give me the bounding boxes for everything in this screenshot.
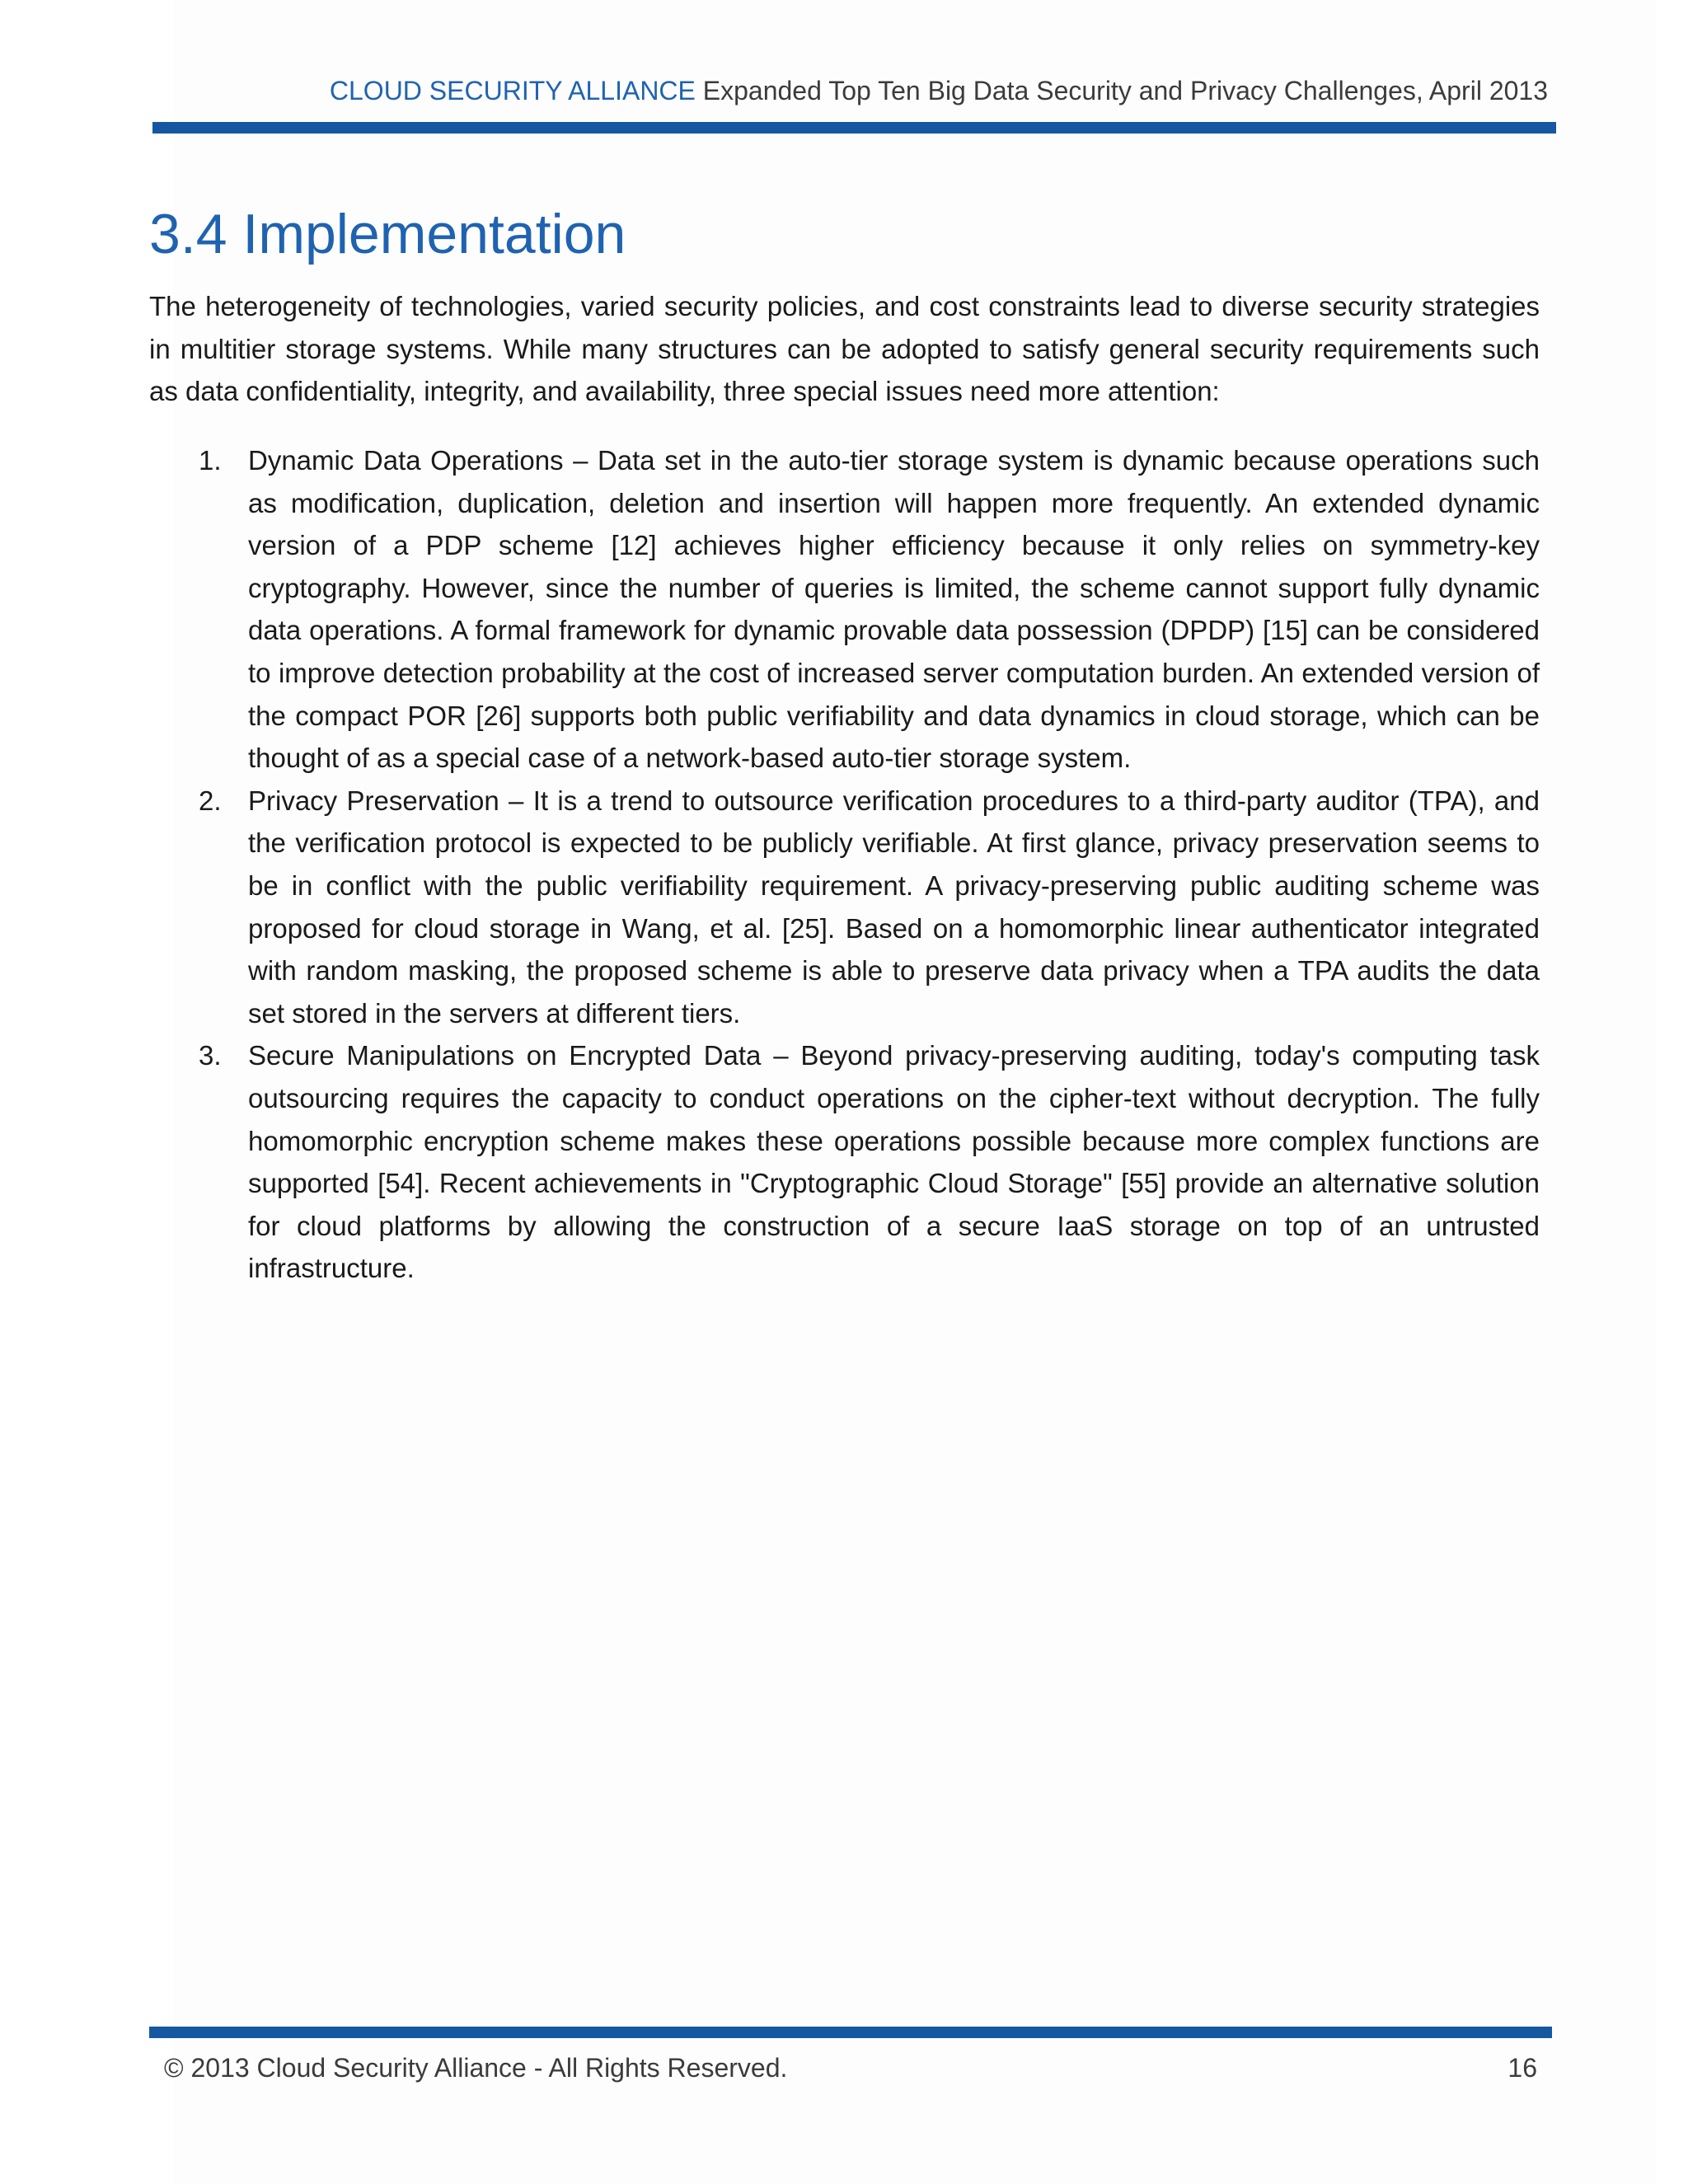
footer-copyright: © 2013 Cloud Security Alliance - All Rights Reserved.: [164, 2053, 788, 2083]
list-item: [149, 1034, 1540, 1290]
header-document-title: Expanded Top Ten Big Data Security and Privacy Challenges, April 2013: [702, 76, 1548, 105]
running-header: [330, 73, 1548, 109]
list-item-text: Dynamic Data Operations – Data set in the auto-tier storage system is dynamic because operations such as modification, duplication, deletion and insertion will happen more frequently. An extended dynamic version of a PDP scheme [12] achieves higher efficiency because it only relies on symmetry-key cryptography. However, since the number of queries is limited, the scheme cannot support fully dynamic data operations. A formal framework for dynamic provable data possession (DPDP) [15] can be considered to improve detection probability at the cost of increased server computation burden. An extended version of the compact POR [26] supports both public verifiability and data dynamics in cloud storage, which can be thought of as a special case of a network-based auto-tier storage system.: [248, 445, 1540, 774]
list-item: [149, 439, 1540, 780]
header-rule: [152, 122, 1556, 134]
issue-list: [149, 439, 1540, 1290]
list-item: [149, 780, 1540, 1035]
list-item-number: 1.: [199, 445, 222, 476]
list-item-number: 3.: [199, 1040, 222, 1071]
section-title: 3.4 Implementation: [149, 203, 626, 265]
footer-rule: [149, 2027, 1552, 2038]
page-number: 16: [1507, 2053, 1537, 2083]
header-organization: CLOUD SECURITY ALLIANCE: [329, 76, 696, 105]
list-item-number: 2.: [199, 785, 222, 816]
list-item-text: Secure Manipulations on Encrypted Data – Beyond privacy-preserving auditing, today's computing task outsourcing requires the capacity to conduct operations on the cipher-text without decryption. The fully homomorphic encryption scheme makes these operations possible because more complex functions are supported [54]. Recent achievements in "Cryptographic Cloud Storage" [55] provide an alternative solution for cloud platforms by allowing the construction of a secure IaaS storage on top of an untrusted infrastructure.: [248, 1040, 1540, 1284]
list-item-text: Privacy Preservation – It is a trend to outsource verification procedures to a third-party auditor (TPA), and the verification protocol is expected to be publicly verifiable. At first glance, privacy preservation seems to be in conflict with the public verifiability requirement. A privacy-preserving public auditing scheme was proposed for cloud storage in Wang, et al. [25]. Based on a homomorphic linear authenticator integrated with random masking, the proposed scheme is able to preserve data privacy when a TPA audits the data set stored in the servers at different tiers.: [248, 785, 1540, 1029]
intro-paragraph: The heterogeneity of technologies, varied security policies, and cost constraints lead to diverse security strategies in multitier storage systems. While many structures can be adopted to satisfy general security requirements such as data confidentiality, integrity, and availability, three special issues need more attention:: [149, 291, 1540, 407]
